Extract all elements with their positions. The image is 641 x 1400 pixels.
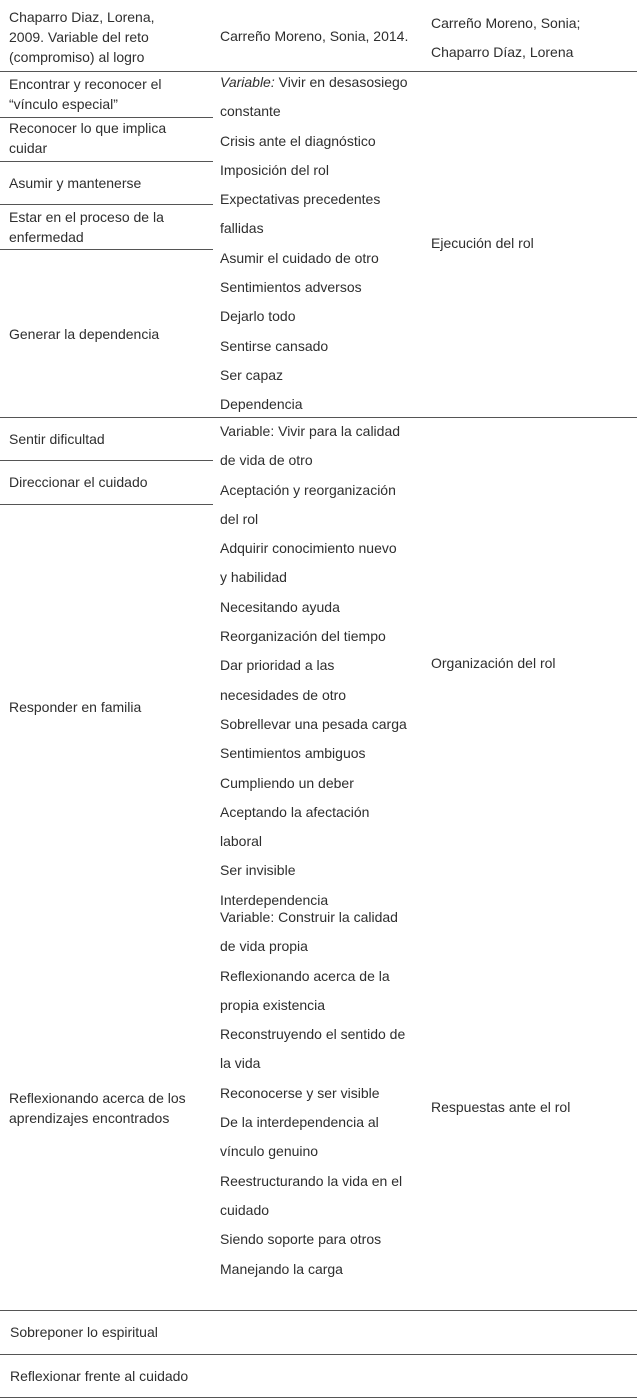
variable-line (220, 68, 408, 97)
subcategory-line: Reconstruyendo el sentido de (220, 1026, 406, 1043)
subcategory-line: laboral (220, 833, 263, 850)
category-sentir: Sentir dificultad (9, 431, 105, 447)
subcategory-line: Variable: Vivir para la calidad (220, 423, 401, 439)
section1-subcategories (220, 68, 408, 420)
subcategory-line: y habilidad (220, 569, 287, 586)
subcategory-line: Dejarlo todo (220, 308, 296, 325)
subcategory-line: constante (220, 103, 281, 120)
category-estar (9, 207, 164, 247)
rule-col1-6 (0, 504, 213, 505)
rule-col1-5 (0, 460, 213, 461)
category-line: aprendizajes encontrados (9, 1110, 170, 1126)
category-encontrar (9, 74, 162, 114)
header-col3-line: Chaparro Díaz, Lorena (431, 44, 574, 60)
subcategory-line: Aceptando la afectación (220, 803, 370, 820)
rule-section3-bottom (0, 1310, 637, 1311)
section2-subcategories (220, 417, 407, 915)
subcategory-line: de vida de otro (220, 452, 313, 469)
subcategory-line: del rol (220, 510, 259, 527)
theme-organizacion: Organización del rol (431, 655, 556, 671)
category-asumir: Asumir y mantenerse (9, 175, 142, 191)
subcategory-line: Crisis ante el diagnóstico (220, 132, 376, 149)
subcategory-line: Sentimientos adversos (220, 279, 362, 296)
variable-label: Variable: (220, 74, 275, 90)
subcategory-line: Interdependencia (220, 891, 329, 908)
category-reconocer (9, 118, 166, 158)
rule-footer-1 (0, 1354, 637, 1355)
section3-subcategories (220, 903, 405, 1284)
subcategory-line: Sobrellevar una pesada carga (220, 715, 407, 732)
category-line: Reflexionando acerca de los (9, 1090, 186, 1106)
subcategory-line: la vida (220, 1055, 261, 1072)
subcategory-line: Manejando la carga (220, 1260, 343, 1277)
subcategory-line: Reflexionando acerca de la (220, 967, 390, 984)
header-col1 (9, 7, 155, 67)
subcategory-line: Reorganización del tiempo (220, 628, 386, 645)
subcategory-line: Variable: Construir la calidad (220, 909, 398, 925)
subcategory-line: Dar prioridad a las (220, 657, 335, 674)
subcategory-line: Imposición del rol (220, 161, 329, 178)
header-col1-line: Chaparro Diaz, Lorena, (9, 9, 155, 25)
row-sobreponer: Sobreponer lo espiritual (10, 1324, 158, 1340)
variable-text: Vivir en desasosiego (274, 74, 408, 90)
subcategory-line: Sentimientos ambiguos (220, 745, 366, 762)
theme-ejecucion: Ejecución del rol (431, 235, 534, 251)
subcategory-line: necesidades de otro (220, 686, 347, 703)
subcategory-line: Reestructurando la vida en el (220, 1172, 403, 1189)
header-col3 (431, 9, 580, 67)
subcategory-line: Ser invisible (220, 862, 296, 879)
subcategory-line: Sentirse cansado (220, 337, 329, 354)
theme-respuestas: Respuestas ante el rol (431, 1099, 571, 1115)
rule-col1-3 (0, 204, 213, 205)
subcategory-line: Necesitando ayuda (220, 598, 340, 615)
subcategory-line: vínculo genuino (220, 1143, 319, 1160)
header-col3-line: Carreño Moreno, Sonia; (431, 15, 581, 31)
subcategory-line: fallidas (220, 220, 264, 237)
subcategory-line: De la interdependencia al (220, 1114, 379, 1131)
category-line: cuidar (9, 140, 48, 156)
subcategory-line: Dependencia (220, 396, 303, 413)
subcategory-line: Cumpliendo un deber (220, 774, 354, 791)
category-line: Estar en el proceso de la (9, 209, 164, 225)
category-direccionar: Direccionar el cuidado (9, 474, 148, 490)
subcategory-line: cuidado (220, 1201, 270, 1218)
row-reflexionar: Reflexionar frente al cuidado (10, 1368, 189, 1384)
subcategory-line: propia existencia (220, 996, 326, 1013)
rule-col1-2 (0, 161, 213, 162)
subcategory-line: Expectativas precedentes (220, 191, 381, 208)
subcategory-line: Ser capaz (220, 366, 284, 383)
subcategory-line: Asumir el cuidado de otro (220, 249, 379, 266)
rule-col1-4 (0, 249, 213, 250)
category-line: Reconocer lo que implica (9, 120, 167, 136)
header-col1-line: (compromiso) al logro (9, 49, 145, 65)
category-responder: Responder en familia (9, 699, 142, 715)
category-line: “vínculo especial” (9, 96, 118, 112)
subcategory-line: Siendo soporte para otros (220, 1231, 382, 1248)
category-reflexionando (9, 1088, 186, 1128)
category-line: enfermedad (9, 229, 84, 245)
subcategory-line: Aceptación y reorganización (220, 481, 396, 498)
rule-footer-2 (0, 1397, 637, 1398)
header-col1-line: 2009. Variable del reto (9, 29, 149, 45)
subcategory-line: de vida propia (220, 938, 308, 955)
subcategory-line: Adquirir conocimiento nuevo (220, 540, 397, 557)
category-line: Encontrar y reconocer el (9, 76, 162, 92)
subcategory-line: Reconocerse y ser visible (220, 1084, 380, 1101)
header-col2: Carreño Moreno, Sonia, 2014. (220, 28, 409, 44)
category-generar: Generar la dependencia (9, 326, 160, 342)
